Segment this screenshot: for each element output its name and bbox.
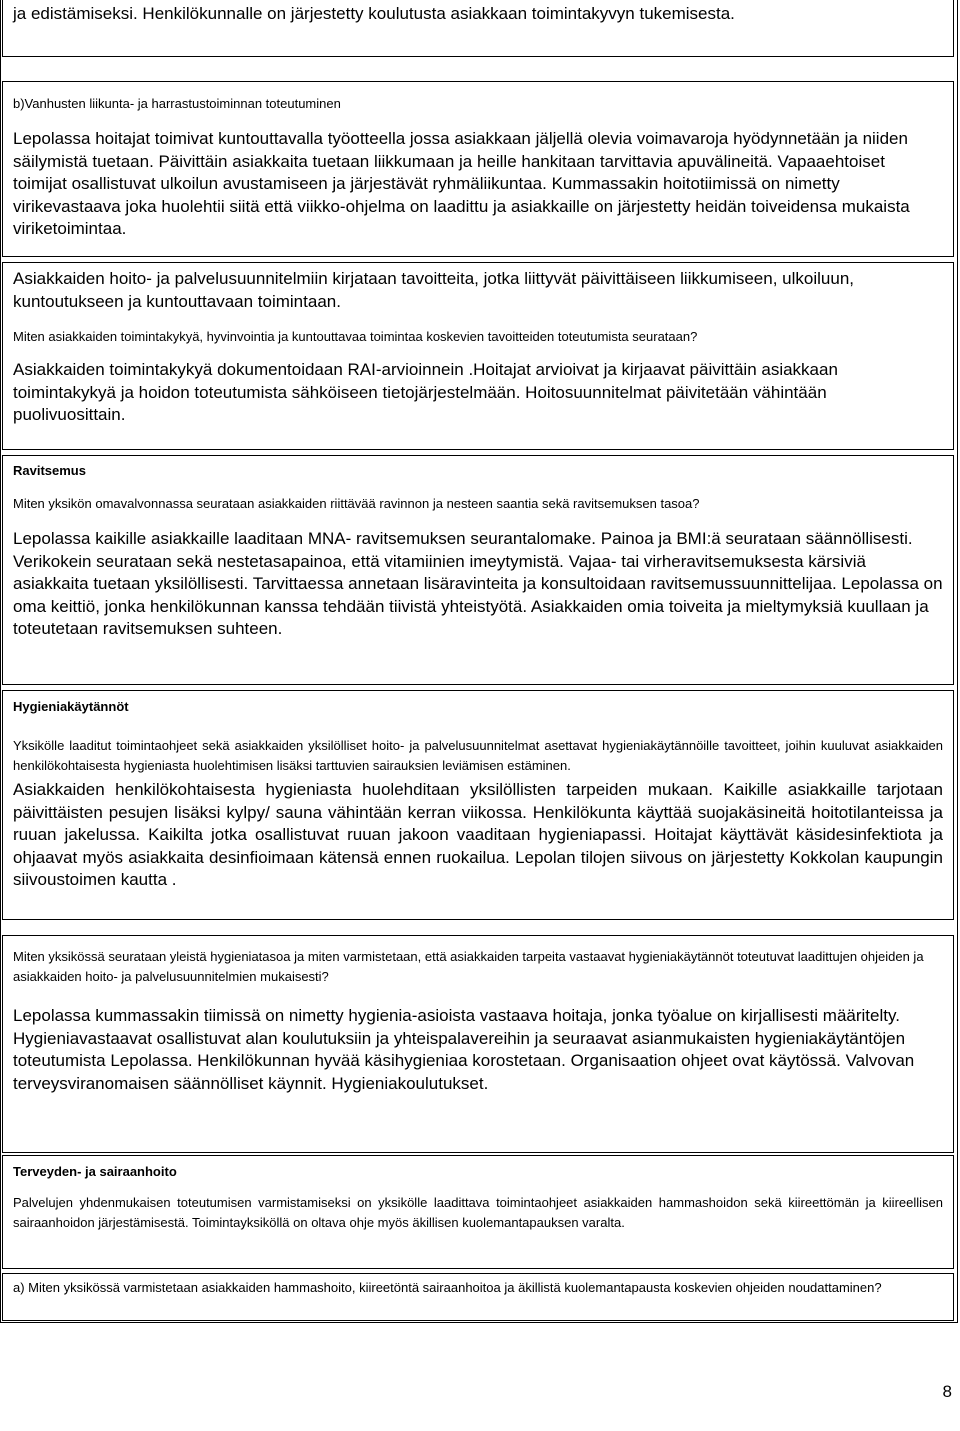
goals-question: Miten asiakkaiden toimintakykyä, hyvinvointia ja kuntouttavaa toimintaa koskevien tavoitteiden toteutumista seurataan? xyxy=(13,329,698,344)
goals-answer: Asiakkaiden toimintakykyä dokumentoidaan RAI-arvioinnein .Hoitajat arvioivat ja kirjaavat päivittäin asiakkaan toimintakykyä ja hoidon toteutumista sähköiseen tietojärjestelmään. Hoitosuunnitelmat päivitetään vähintään puolivuosittain. xyxy=(13,360,838,424)
health-question-box xyxy=(2,1273,954,1321)
health-box xyxy=(2,1155,954,1269)
hygiene-followup-box xyxy=(2,935,954,1153)
intro-continuation: ja edistämiseksi. Henkilökunnalle on järjestetty koulutusta asiakkaan toimintakyvyn tukemisesta. xyxy=(13,4,735,23)
activity-question: b)Vanhusten liikunta- ja harrastustoiminnan toteutuminen xyxy=(13,96,341,111)
nutrition-heading: Ravitsemus xyxy=(13,463,86,478)
activity-answer: Lepolassa hoitajat toimivat kuntouttavalla työotteella jossa asiakkaan jäljellä olevia voimavaroja hyödynnetään ja niiden säilymistä tuetaan. Päivittäin asiakkaita tuetaan liikkumaan ja heille hankitaan tarvittavia apuvälineitä. Vapaaehtoiset toimijat osallistuvat ulkoilun avustamiseen ja järjestävät ryhmäliikuntaa. Kummassakin hoitotiimissä on nimetty virikevastaava joka huolehtii siitä että viikko-ohjelma on laadittu ja asiakkaille on järjestetty heidän toiveidensa mukaista viriketoimintaa. xyxy=(13,129,910,238)
nutrition-answer: Lepolassa kaikille asiakkaille laaditaan MNA- ravitsemuksen seurantalomake. Painoa ja BMI:ä seurataan säännöllisesti. Verikokein seurataan sekä nestetasapainoa, että vitamiinien imeytymistä. Vajaa- tai virheravitsemuksesta kärsiviä asiakkaita tuetaan yksilöllisesti. Tarvittaessa annetaan lisäravinteita ja konsultoidaan ravitsemussuunnittelijaa. Lepolassa on oma keittiö, jonka henkilökunnan kanssa tehdään tiivistä yhteistyötä. Asiakkaiden omia toiveita ja mieltymyksiä kuullaan ja toteutetaan ravitsemuksen suhteen. xyxy=(13,529,943,638)
activity-box xyxy=(2,81,954,257)
hygiene-box xyxy=(2,690,954,920)
nutrition-question: Miten yksikön omavalvonnassa seurataan asiakkaiden riittävää ravinnon ja nesteen saantia sekä ravitsemuksen tasoa? xyxy=(13,496,700,511)
hygiene-answer: Asiakkaiden henkilökohtaisesta hygieniasta huolehditaan yksilöllisten tarpeiden mukaan. Kaikille asiakkaille tarjotaan päivittäisten pesujen lisäksi kylpy/ sauna vähintään kerran viikossa. Henkilökunta käyttää suojakäsineitä hoitotilanteissa ja ruuan jakelussa. Kaikilta jotka osallistuvat ruuan jakoon vaaditaan hygieniapassi. Hoitajat käyttävät käsidesinfektiota ja ohjaavat myös asiakkaita desinfioimaan kätensä ennen ruokailua. Lepolan tilojen siivous on järjestetty Kokkolan kaupungin siivoustoimen kautta . xyxy=(13,780,943,889)
nutrition-box xyxy=(2,455,954,685)
goals-text: Asiakkaiden hoito- ja palvelusuunnitelmiin kirjataan tavoitteita, jotka liittyvät päivittäiseen liikkumiseen, ulkoiluun, kuntoutukseen ja kuntouttavaan toimintaan. xyxy=(13,269,854,311)
hygiene-intro: Yksikölle laaditut toimintaohjeet sekä asiakkaiden yksilölliset hoito- ja palvelusuunnitelmat asettavat hygieniakäytännöille tavoitteet, joihin kuuluvat asiakkaiden henkilökohtaisesta hygieniasta huolehtimisen lisäksi tarttuvien sairauksien leviämisen estäminen. xyxy=(13,738,943,773)
intro-box xyxy=(2,0,954,57)
hygiene-heading: Hygieniakäytännöt xyxy=(13,699,129,714)
health-intro: Palvelujen yhdenmukaisen toteutumisen varmistamiseksi on yksikölle laadittava toimintaohjeet asiakkaiden hammashoidon sekä kiireettömän ja kiireellisen sairaanhoidon järjestämisestä. Toimintayksiköllä on oltava ohje myös äkillisen kuolemantapauksen varalta. xyxy=(13,1195,943,1230)
health-heading: Terveyden- ja sairaanhoito xyxy=(13,1164,177,1179)
health-question: a) Miten yksikössä varmistetaan asiakkaiden hammashoito, kiireetöntä sairaanhoitoa ja äkillistä kuolemantapausta koskevien ohjeiden noudattaminen? xyxy=(13,1280,882,1295)
goals-box xyxy=(2,262,954,450)
page-number: 8 xyxy=(942,1382,952,1401)
hygiene-followup-question: Miten yksikössä seurataan yleistä hygieniatasoa ja miten varmistetaan, että asiakkaiden tarpeita vastaavat hygieniakäytännöt toteutuvat laadittujen ohjeiden ja asiakkaiden hoito- ja palvelusuunnitelmien mukaisesti? xyxy=(13,949,924,984)
hygiene-followup-answer: Lepolassa kummassakin tiimissä on nimetty hygienia-asioista vastaava hoitaja, jonka työalue on kirjallisesti määritelty. Hygieniavastaavat osallistuvat alan koulutuksiin ja yhteispalavereihin ja seuraavat asianmukaisten hygieniakäytäntöjen toteutumista Lepolassa. Henkilökunnan hyvää käsihygieniaa korostetaan. Organisaation ohjeet ovat käytössä. Valvovan terveysviranomaisen säännölliset käynnit. Hygieniakoulutukset. xyxy=(13,1006,915,1093)
